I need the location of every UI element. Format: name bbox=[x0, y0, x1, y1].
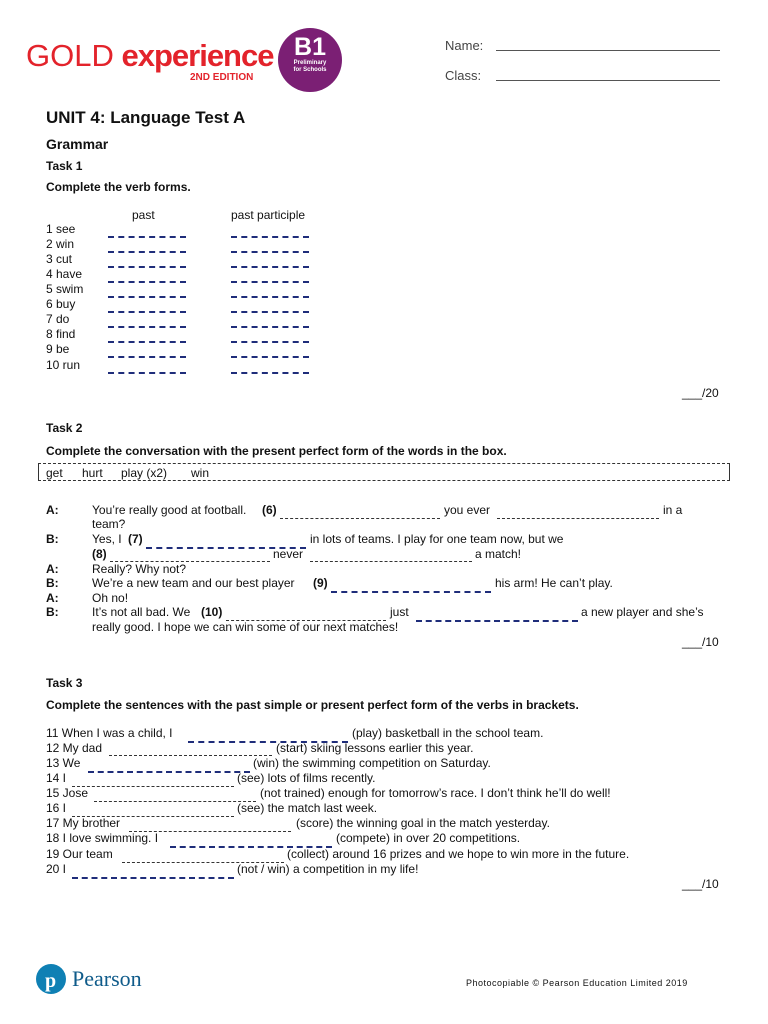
sentence-start: 12 My dad bbox=[46, 741, 103, 755]
task3-label: Task 3 bbox=[46, 676, 83, 690]
verb-item: 10 run bbox=[46, 358, 81, 372]
column-header-past: past bbox=[132, 208, 155, 222]
speaker-label: A: bbox=[46, 591, 59, 605]
task2-instruction: Complete the conversation with the present perfect form of the words in the box. bbox=[46, 444, 507, 458]
dialogue-text: his arm! He can’t play. bbox=[495, 576, 613, 590]
answer-blank[interactable] bbox=[280, 518, 440, 519]
sentence-end: (start) skiing lessons earlier this year. bbox=[276, 741, 474, 755]
class-label: Class: bbox=[445, 68, 482, 83]
sentence-end: (not / win) a competition in my life! bbox=[237, 862, 419, 876]
section-heading: Grammar bbox=[46, 136, 109, 152]
sentence-end: (win) the swimming competition on Saturday. bbox=[253, 756, 491, 770]
dialogue-text: Oh no! bbox=[92, 591, 129, 605]
dialogue-text: never bbox=[273, 547, 304, 561]
verb-item: 5 swim bbox=[46, 282, 84, 296]
answer-blank-past[interactable] bbox=[108, 296, 186, 298]
page-title: UNIT 4: Language Test A bbox=[46, 108, 246, 127]
column-header-past-participle: past participle bbox=[231, 208, 306, 222]
speaker-label: B: bbox=[46, 605, 59, 619]
speaker-label: B: bbox=[46, 576, 59, 590]
verb-item: 2 win bbox=[46, 237, 75, 251]
answer-blank-past-participle[interactable] bbox=[231, 266, 309, 268]
gap-number: (7) bbox=[128, 532, 143, 546]
pearson-logo-icon bbox=[36, 964, 66, 994]
task3-instruction: Complete the sentences with the past simple or present perfect form of the verbs in brackets. bbox=[46, 698, 579, 712]
answer-blank-past-participle[interactable] bbox=[231, 251, 309, 253]
sentence-end: (play) basketball in the school team. bbox=[352, 726, 544, 740]
sentence-start: 16 I bbox=[46, 801, 67, 815]
answer-blank-past-participle[interactable] bbox=[231, 341, 309, 343]
verb-item: 6 buy bbox=[46, 297, 76, 311]
verb-item: 7 do bbox=[46, 312, 70, 326]
dialogue-text: a match! bbox=[475, 547, 522, 561]
verb-item: 4 have bbox=[46, 267, 83, 281]
sentence-start: 17 My brother bbox=[46, 816, 121, 830]
sentence-end: (collect) around 16 prizes and we hope to win more in the future. bbox=[287, 847, 630, 861]
edition-label: 2ND EDITION bbox=[190, 72, 254, 83]
dialogue-text: Yes, I bbox=[92, 532, 122, 546]
answer-blank[interactable] bbox=[310, 561, 472, 562]
dialogue-text: We’re a new team and our best player bbox=[92, 576, 295, 590]
box-word: play (x2) bbox=[121, 466, 168, 480]
dialogue-text: a new player and she’s bbox=[581, 605, 704, 619]
dialogue-text: in a bbox=[663, 503, 683, 517]
dialogue-text: you ever bbox=[444, 503, 491, 517]
speaker-label: A: bbox=[46, 503, 59, 517]
verb-item: 8 find bbox=[46, 327, 76, 341]
answer-blank[interactable] bbox=[331, 591, 491, 593]
answer-blank[interactable] bbox=[72, 877, 234, 879]
answer-blank-past[interactable] bbox=[108, 356, 186, 358]
dialogue-text: Really? Why not? bbox=[92, 562, 187, 576]
answer-blank-past[interactable] bbox=[108, 236, 186, 238]
answer-blank-past[interactable] bbox=[108, 372, 186, 374]
gold-experience-logo: GOLD experience bbox=[26, 38, 274, 73]
dialogue-text: You’re really good at football. bbox=[92, 503, 247, 517]
task3-score: ___/10 bbox=[682, 877, 719, 891]
class-line[interactable] bbox=[496, 80, 720, 81]
task2-score: ___/10 bbox=[682, 635, 719, 649]
dialogue-text: It’s not all bad. We bbox=[92, 605, 191, 619]
answer-blank-past[interactable] bbox=[108, 281, 186, 283]
sentence-end: (not trained) enough for tomorrow’s race. I don’t think he’ll do well! bbox=[260, 786, 611, 800]
sentence-end: (see) the match last week. bbox=[237, 801, 378, 815]
sentence-start: 20 I bbox=[46, 862, 67, 876]
answer-blank[interactable] bbox=[497, 518, 659, 519]
answer-blank-past[interactable] bbox=[108, 251, 186, 253]
answer-blank-past-participle[interactable] bbox=[231, 372, 309, 374]
sentence-start: 19 Our team bbox=[46, 847, 113, 861]
name-label: Name: bbox=[445, 38, 484, 53]
sentence-end: (compete) in over 20 competitions. bbox=[336, 831, 521, 845]
answer-blank[interactable] bbox=[88, 771, 250, 773]
answer-blank-past-participle[interactable] bbox=[231, 356, 309, 358]
answer-blank-past-participle[interactable] bbox=[231, 281, 309, 283]
task1-instruction: Complete the verb forms. bbox=[46, 180, 191, 194]
answer-blank-past-participle[interactable] bbox=[231, 236, 309, 238]
svg-text:p: p bbox=[45, 970, 57, 992]
sentence-start: 13 We bbox=[46, 756, 81, 770]
answer-blank-past[interactable] bbox=[108, 266, 186, 268]
answer-blank-past-participle[interactable] bbox=[231, 296, 309, 298]
copyright-notice: Photocopiable © Pearson Education Limited 2019 bbox=[466, 978, 688, 988]
answer-blank-past[interactable] bbox=[108, 311, 186, 313]
speaker-label: B: bbox=[46, 532, 59, 546]
gap-number: (8) bbox=[92, 547, 107, 561]
answer-blank-past[interactable] bbox=[108, 326, 186, 328]
task1-score: ___/20 bbox=[682, 386, 719, 400]
answer-blank[interactable] bbox=[94, 801, 256, 802]
level-badge: B1 Preliminary for Schools bbox=[278, 28, 342, 92]
gap-number: (9) bbox=[313, 576, 328, 590]
sentence-end: (score) the winning goal in the match yesterday. bbox=[296, 816, 550, 830]
task2-label: Task 2 bbox=[46, 421, 83, 435]
answer-blank-past[interactable] bbox=[108, 341, 186, 343]
gap-number: (6) bbox=[262, 503, 277, 517]
sentence-end: (see) lots of films recently. bbox=[237, 771, 376, 785]
sentence-start: 15 Jose bbox=[46, 786, 89, 800]
sentence-start: 18 I love swimming. I bbox=[46, 831, 159, 845]
verb-item: 9 be bbox=[46, 342, 70, 356]
gap-number: (10) bbox=[201, 605, 223, 619]
box-word: get bbox=[46, 466, 63, 480]
pearson-brand: Pearson bbox=[72, 966, 142, 991]
box-word: hurt bbox=[82, 466, 103, 480]
name-line[interactable] bbox=[496, 50, 720, 51]
dialogue-text: team? bbox=[92, 517, 126, 531]
sentence-start: 14 I bbox=[46, 771, 67, 785]
dialogue-text: in lots of teams. I play for one team now, but we bbox=[310, 532, 564, 546]
answer-blank[interactable] bbox=[416, 620, 578, 622]
verb-item: 3 cut bbox=[46, 252, 73, 266]
verb-item: 1 see bbox=[46, 222, 76, 236]
sentence-start: 11 When I was a child, I bbox=[46, 726, 173, 740]
speaker-label: A: bbox=[46, 562, 59, 576]
dialogue-text: really good. I hope we can win some of our next matches! bbox=[92, 620, 399, 634]
box-word: win bbox=[191, 466, 210, 480]
task1-label: Task 1 bbox=[46, 159, 83, 173]
dialogue-text: just bbox=[390, 605, 409, 619]
answer-blank-past-participle[interactable] bbox=[231, 326, 309, 328]
answer-blank-past-participle[interactable] bbox=[231, 311, 309, 313]
answer-blank[interactable] bbox=[109, 755, 272, 756]
answer-blank[interactable] bbox=[72, 786, 234, 787]
